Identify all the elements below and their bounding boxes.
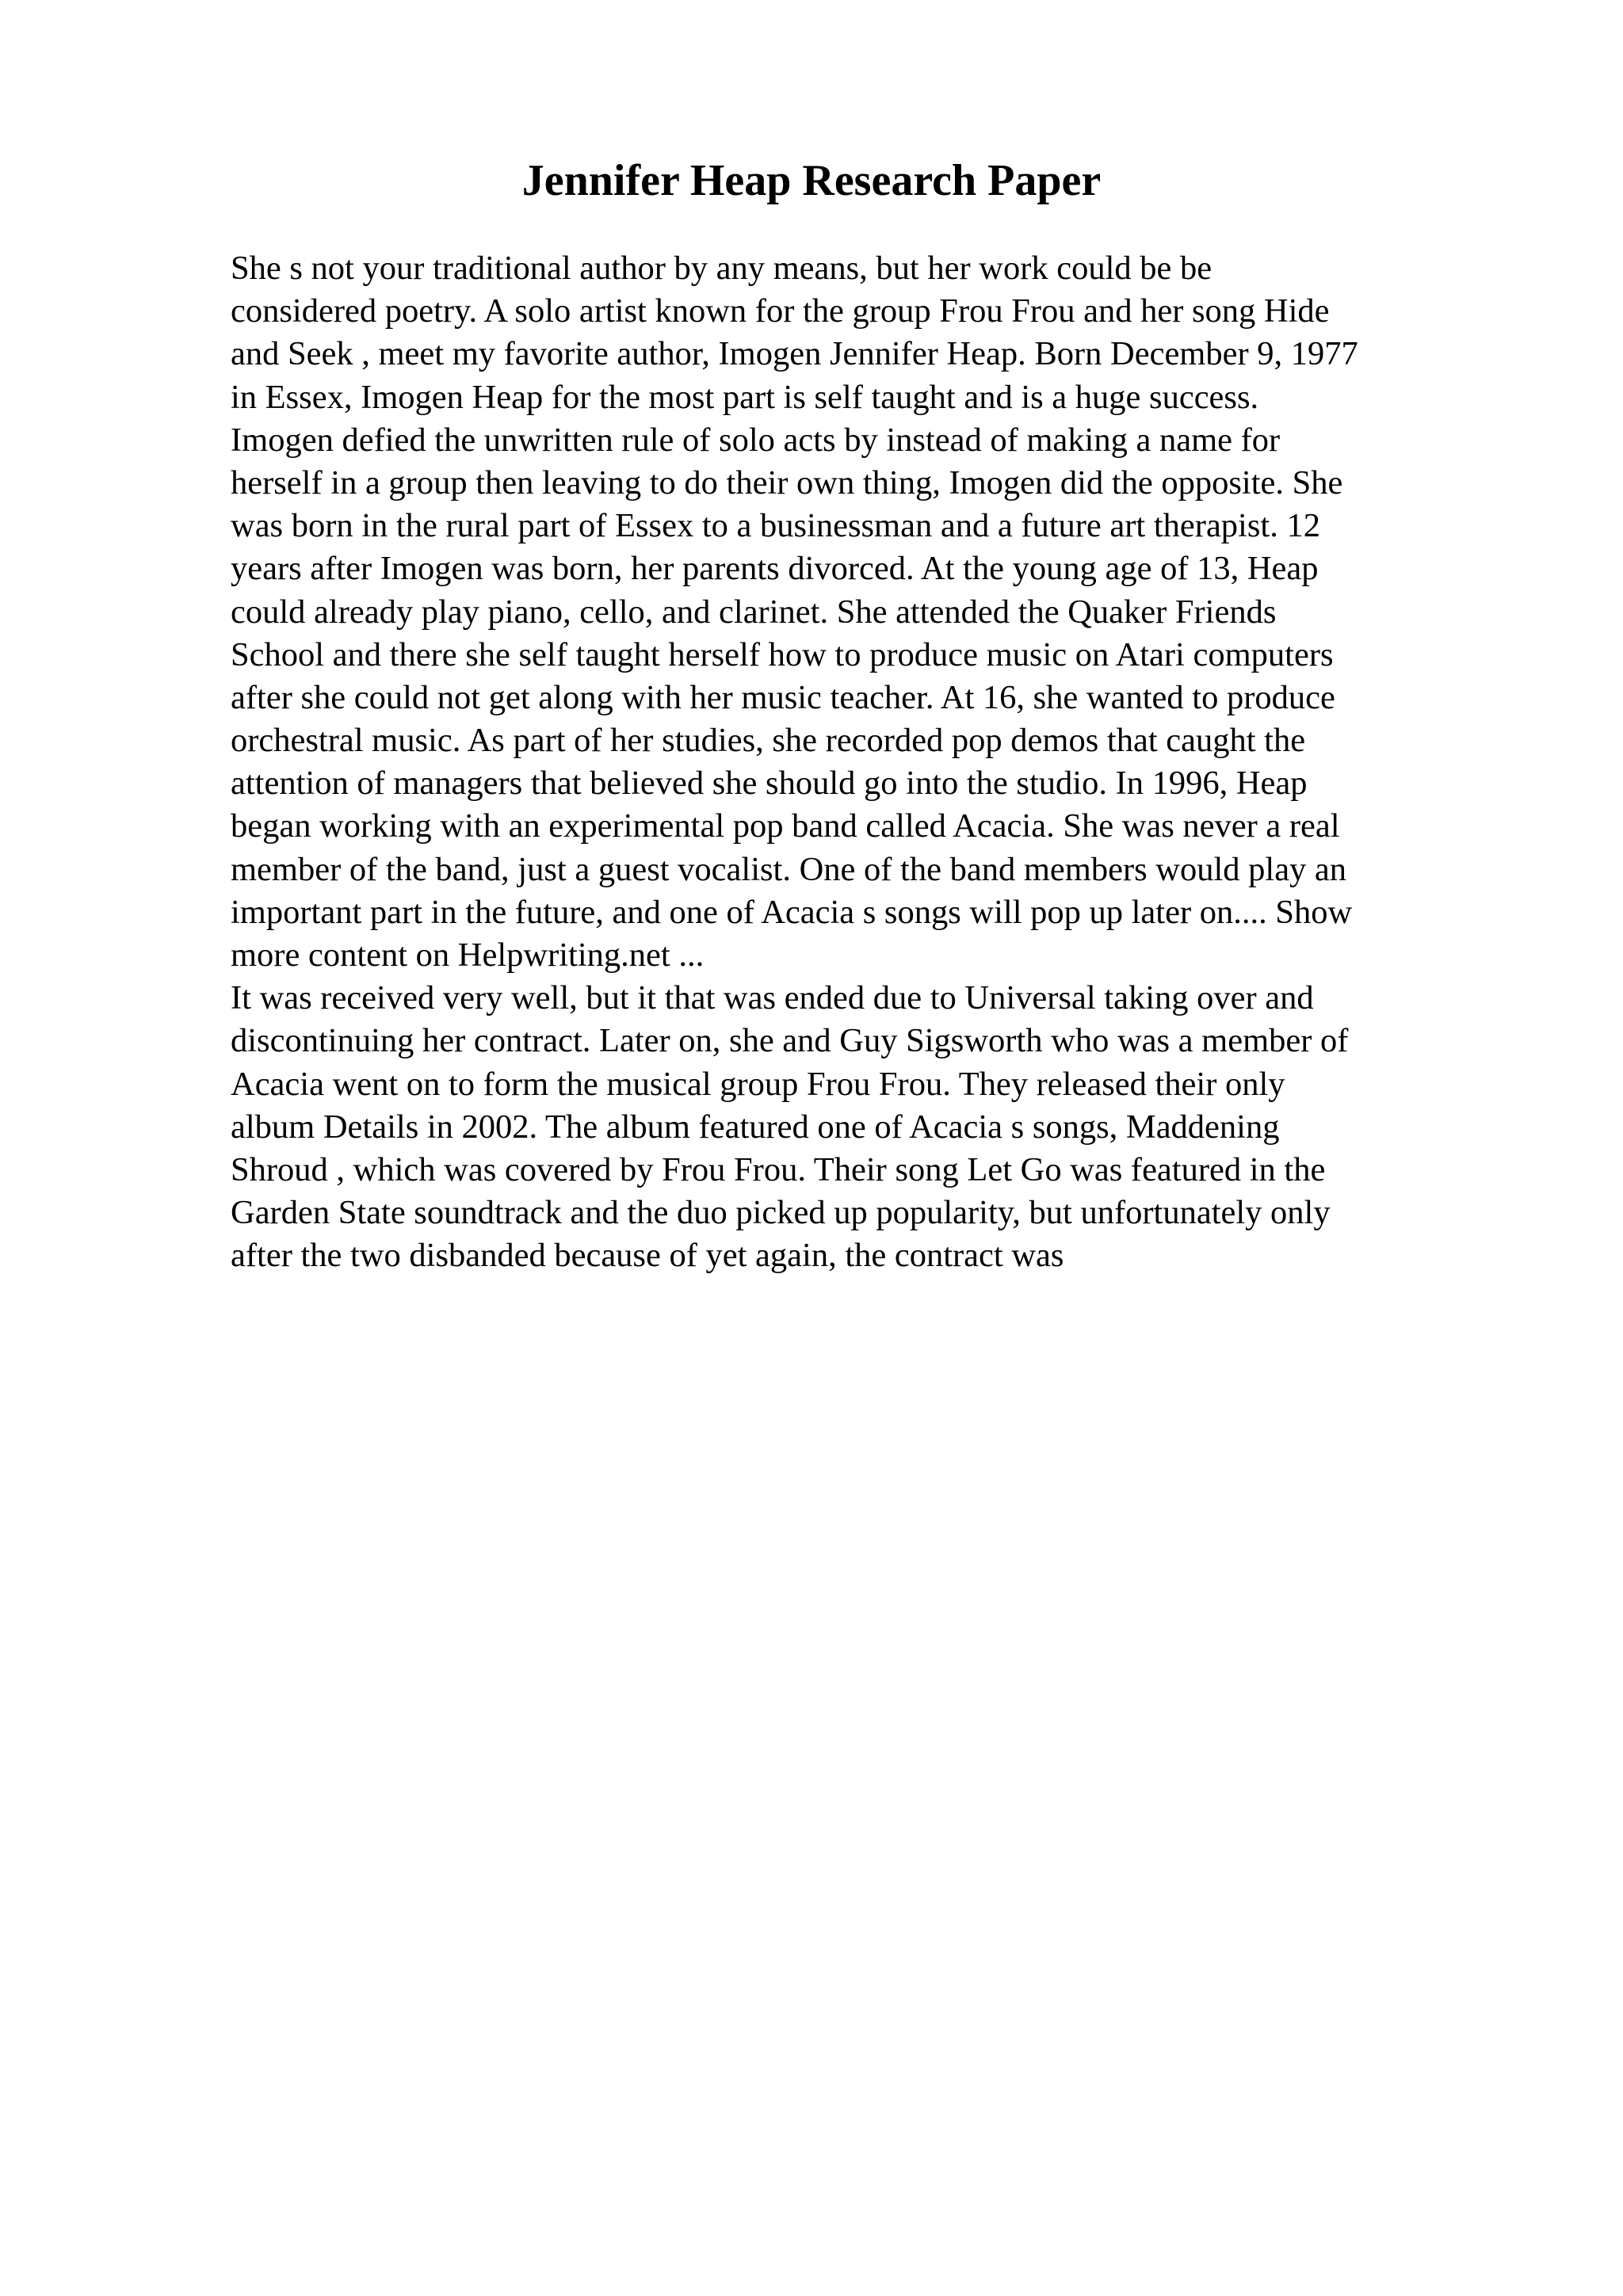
paragraph [231,247,1514,977]
page-title: Jennifer Heap Research Paper [521,156,1102,205]
text-line: She s not your traditional author by any means, but her work could be be [231,250,1212,287]
text-line: more content on Helpwriting.net ... [231,936,705,974]
text-line: could already play piano, cello, and clarinet. She attended the Quaker Friends [231,593,1277,631]
text-line: Garden State soundtrack and the duo picked up popularity, but unfortunately only [231,1194,1331,1232]
text-line: after she could not get along with her music teacher. At 16, she wanted to produce [231,678,1335,716]
text-line: discontinuing her contract. Later on, she and Guy Sigsworth who was a member of [231,1022,1349,1060]
paragraph [231,977,1514,1277]
text-line: It was received very well, but it that was ended due to Universal taking over and [231,979,1314,1017]
text-line: considered poetry. A solo artist known for the group Frou Frou and her song Hide [231,292,1330,330]
text-line: after the two disbanded because of yet again, the contract was [231,1237,1064,1275]
text-line: important part in the future, and one of Acacia s songs will pop up later on.... Show [231,893,1353,931]
text-line: School and there she self taught herself how to produce music on Atari computers [231,635,1334,673]
text-line: album Details in 2002. The album featured one of Acacia s songs, Maddening [231,1108,1280,1146]
text-line: attention of managers that believed she should go into the studio. In 1996, Heap [231,765,1308,803]
document-body [231,247,1514,1278]
text-line: Acacia went on to form the musical group Frou Frou. They released their only [231,1065,1285,1103]
text-line: was born in the rural part of Essex to a businessman and a future art therapist. 12 [231,507,1320,545]
text-line: Imogen defied the unwritten rule of solo acts by instead of making a name for [231,421,1281,459]
text-line: began working with an experimental pop band called Acacia. She was never a real [231,807,1340,845]
text-line: herself in a group then leaving to do their own thing, Imogen did the opposite. She [231,463,1343,502]
text-line: member of the band, just a guest vocalist. One of the band members would play an [231,850,1347,888]
text-line: orchestral music. As part of her studies, she recorded pop demos that caught the [231,722,1306,760]
text-line: years after Imogen was born, her parents divorced. At the young age of 13, Heap [231,550,1319,588]
text-line: Shroud , which was covered by Frou Frou. Their song Let Go was featured in the [231,1150,1326,1188]
text-line: and Seek , meet my favorite author, Imogen Jennifer Heap. Born December 9, 1977 [231,335,1358,373]
text-line: in Essex, Imogen Heap for the most part is self taught and is a huge success. [231,378,1259,416]
